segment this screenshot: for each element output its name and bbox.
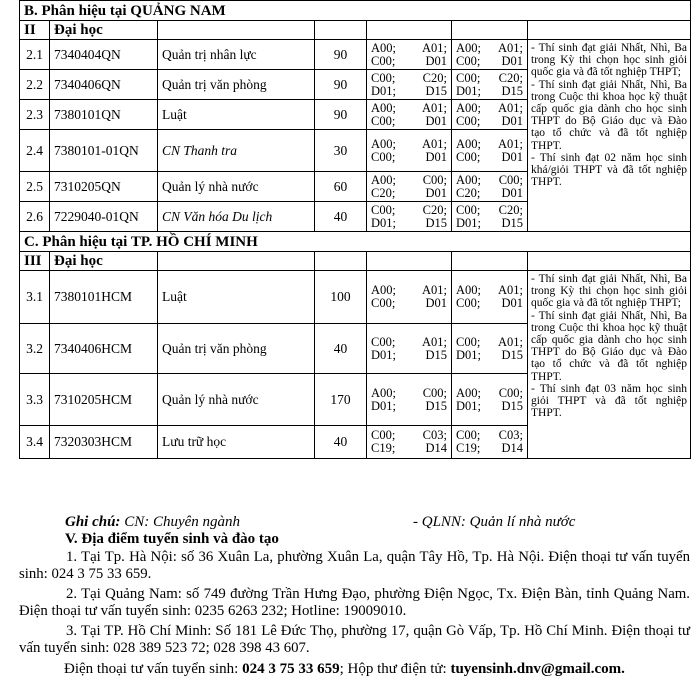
table-row: [20, 40, 691, 70]
combo-line: C00; C20;: [371, 70, 447, 85]
contact-prefix: Điện thoại tư vấn tuyển sinh:: [64, 661, 243, 677]
major-code: 7310205QN: [50, 172, 158, 202]
quota: 90: [315, 40, 367, 70]
subject-combo-2: [452, 324, 528, 374]
row-stt: 3.1: [20, 271, 50, 324]
combo-line: C00; A01;: [456, 334, 523, 349]
row-stt: 2.6: [20, 202, 50, 232]
contact-mid: ; Hộp thư điện tử:: [339, 661, 451, 677]
group-row: [20, 252, 691, 271]
subject-combo-1: [367, 100, 452, 130]
empty-cell: [158, 252, 315, 271]
contact-line: [64, 661, 625, 678]
footnote-text: CN: Chuyên ngành: [120, 514, 241, 530]
subject-combo-2: [452, 130, 528, 172]
quota: 90: [315, 100, 367, 130]
combo-line: A00; A01;: [371, 40, 447, 55]
major-name: CN Thanh tra: [158, 130, 315, 172]
combo-line: A00; A01;: [456, 40, 523, 55]
quota: 40: [315, 202, 367, 232]
subject-combo-1: [367, 202, 452, 232]
combo-line: A00; C00;: [456, 385, 523, 400]
subject-combo-1: [367, 271, 452, 324]
empty-cell: [367, 252, 452, 271]
quota: 30: [315, 130, 367, 172]
major-code: 7310205HCM: [50, 374, 158, 426]
major-code: 7320303HCM: [50, 426, 158, 459]
major-code: 7340404QN: [50, 40, 158, 70]
combo-line: D01; D15: [456, 215, 523, 230]
location-hcm: 3. Tại TP. Hồ Chí Minh: Số 181 Lê Đức Thọ, phường 17, quận Gò Vấp, Tp. Hồ Chí Minh. Điện thoại tư vấn tuyển sinh: 028 389 523 72; 028 398 43 607.: [19, 623, 690, 657]
empty-cell: [528, 252, 691, 271]
note-item: - Thí sinh đạt giải Nhất, Nhì, Ba trong Cuộc thi khoa học kỹ thuật cấp quốc gia dành cho học sinh THPT do Bộ Giáo dục và Đào tạo tổ chức và đã tốt nghiệp THPT.: [531, 309, 688, 383]
group-number: III: [20, 252, 50, 271]
contact-email[interactable]: tuyensinh.dnv@gmail.com.: [450, 661, 625, 677]
major-code: 7380101HCM: [50, 271, 158, 324]
combo-line: A00; A01;: [456, 100, 523, 115]
major-name: Luật: [158, 100, 315, 130]
combo-line: C00; D01: [371, 296, 447, 310]
combo-line: C00; D01: [456, 53, 523, 68]
subject-combo-2: [452, 374, 528, 426]
major-code: 7340406QN: [50, 70, 158, 100]
combo-line: C00; D01: [371, 149, 447, 164]
subject-combo-2: [452, 271, 528, 324]
row-stt: 3.4: [20, 426, 50, 459]
major-code: 7340406HCM: [50, 324, 158, 374]
major-name: Quản lý nhà nước: [158, 374, 315, 426]
eligibility-notes: [528, 40, 691, 232]
combo-line: D01; D15: [371, 398, 447, 413]
group-number: II: [20, 21, 50, 40]
section-title-row: [20, 1, 691, 21]
empty-cell: [315, 21, 367, 40]
combo-line: D01; D15: [371, 83, 447, 98]
combo-line: A00; A01;: [371, 100, 447, 115]
combo-line: A00; C00;: [371, 385, 447, 400]
combo-line: C20; D01: [456, 185, 523, 200]
subject-combo-1: [367, 324, 452, 374]
major-code: 7229040-01QN: [50, 202, 158, 232]
row-stt: 2.4: [20, 130, 50, 172]
empty-cell: [158, 21, 315, 40]
major-code: 7380101QN: [50, 100, 158, 130]
section-v-title: V. Địa điểm tuyển sinh và đào tạo: [65, 531, 279, 547]
note-item: - Thí sinh đạt giải Nhất, Nhì, Ba trong Cuộc thi khoa học kỹ thuật cấp quốc gia dành cho học sinh THPT do Bộ Giáo dục và Đào tạo tổ chức và đã tốt nghiệp THPT.: [531, 78, 688, 152]
row-stt: 2.3: [20, 100, 50, 130]
major-name: CN Văn hóa Du lịch: [158, 202, 315, 232]
quota: 100: [315, 271, 367, 324]
combo-line: C00; D01: [456, 113, 523, 128]
contact-phone: 024 3 75 33 659: [242, 661, 340, 677]
subject-combo-1: [367, 70, 452, 100]
quota: 90: [315, 70, 367, 100]
subject-combo-1: [367, 40, 452, 70]
footnote-label: Ghi chú:: [65, 514, 121, 530]
combo-line: A00; C00;: [371, 172, 447, 187]
subject-combo-1: [367, 426, 452, 459]
major-code: 7380101-01QN: [50, 130, 158, 172]
combo-line: A00; A01;: [456, 283, 523, 297]
location-hanoi: 1. Tại Tp. Hà Nội: số 36 Xuân La, phường Xuân La, quận Tây Hồ, Tp. Hà Nội. Điện thoại tư vấn tuyển sinh: 024 3 75 33 659.: [19, 549, 690, 583]
combo-line: D01; D15: [456, 83, 523, 98]
section-title-row: [20, 232, 691, 252]
row-stt: 3.2: [20, 324, 50, 374]
empty-cell: [452, 21, 528, 40]
combo-line: D01; D15: [456, 347, 523, 362]
section-title: B. Phân hiệu tại QUẢNG NAM: [20, 1, 691, 21]
combo-line: C19; D14: [456, 441, 523, 455]
empty-cell: [315, 252, 367, 271]
major-name: Lưu trữ học: [158, 426, 315, 459]
group-label: Đại học: [50, 21, 158, 40]
footnote: [65, 514, 700, 531]
combo-line: C00; C03;: [371, 428, 447, 442]
combo-line: D01; D15: [371, 215, 447, 230]
location-quangnam: 2. Tại Quảng Nam: số 749 đường Trần Hưng Đạo, phường Điện Ngọc, Tx. Điện Bàn, tỉnh Quảng Nam. Điện thoại tư vấn tuyển sinh: 0235 6263 232; Hotline: 19009010.: [19, 586, 690, 620]
combo-line: C00; C20;: [456, 202, 523, 217]
subject-combo-2: [452, 202, 528, 232]
combo-line: C00; D01: [456, 149, 523, 164]
combo-line: C00; D01: [371, 113, 447, 128]
combo-line: C00; A01;: [371, 334, 447, 349]
major-name: Quản trị văn phòng: [158, 324, 315, 374]
table-row: [20, 271, 691, 324]
combo-line: C00; C20;: [371, 202, 447, 217]
row-stt: 2.5: [20, 172, 50, 202]
note-item: - Thí sinh đạt 02 năm học sinh khá/giỏi THPT và đã tốt nghiệp THPT.: [531, 151, 688, 189]
group-row: [20, 21, 691, 40]
quota: 170: [315, 374, 367, 426]
row-stt: 2.1: [20, 40, 50, 70]
subject-combo-2: [452, 70, 528, 100]
combo-line: C19; D14: [371, 441, 447, 455]
combo-line: A00; A01;: [371, 283, 447, 297]
combo-line: A00; A01;: [371, 136, 447, 151]
subject-combo-2: [452, 426, 528, 459]
empty-cell: [452, 252, 528, 271]
quota: 60: [315, 172, 367, 202]
note-item: - Thí sinh đạt giải Nhất, Nhì, Ba trong Kỳ thi chọn học sinh giỏi quốc gia và đã tốt nghiệp THPT;: [531, 273, 688, 310]
combo-line: D01; D15: [456, 398, 523, 413]
combo-line: D01; D15: [371, 347, 447, 362]
group-label: Đại học: [50, 252, 158, 271]
eligibility-notes: [528, 271, 691, 459]
subject-combo-2: [452, 40, 528, 70]
combo-line: C00; C20;: [456, 70, 523, 85]
table-body: [20, 1, 691, 459]
major-name: Quản lý nhà nước: [158, 172, 315, 202]
major-name: Quản trị văn phòng: [158, 70, 315, 100]
subject-combo-1: [367, 374, 452, 426]
combo-line: C00; D01: [371, 53, 447, 68]
combo-line: C00; C03;: [456, 428, 523, 442]
combo-line: A00; A01;: [456, 136, 523, 151]
major-name: Quản trị nhân lực: [158, 40, 315, 70]
note-item: - Thí sinh đạt giải Nhất, Nhì, Ba trong Kỳ thi chọn học sinh giỏi quốc gia và đã tốt nghiệp THPT;: [531, 42, 688, 79]
subject-combo-2: [452, 100, 528, 130]
footnote-qlnn: - QLNN: Quản lí nhà nước: [413, 514, 576, 530]
empty-cell: [528, 21, 691, 40]
combo-line: C00; D01: [456, 296, 523, 310]
admission-table: [19, 0, 691, 459]
quota: 40: [315, 324, 367, 374]
subject-combo-2: [452, 172, 528, 202]
row-stt: 2.2: [20, 70, 50, 100]
row-stt: 3.3: [20, 374, 50, 426]
empty-cell: [367, 21, 452, 40]
subject-combo-1: [367, 130, 452, 172]
combo-line: A00; C00;: [456, 172, 523, 187]
section-title: C. Phân hiệu tại TP. HỒ CHÍ MINH: [20, 232, 691, 252]
major-name: Luật: [158, 271, 315, 324]
quota: 40: [315, 426, 367, 459]
subject-combo-1: [367, 172, 452, 202]
combo-line: C20; D01: [371, 185, 447, 200]
note-item: - Thí sinh đạt 03 năm học sinh giỏi THPT và đã tốt nghiệp THPT.: [531, 382, 688, 420]
